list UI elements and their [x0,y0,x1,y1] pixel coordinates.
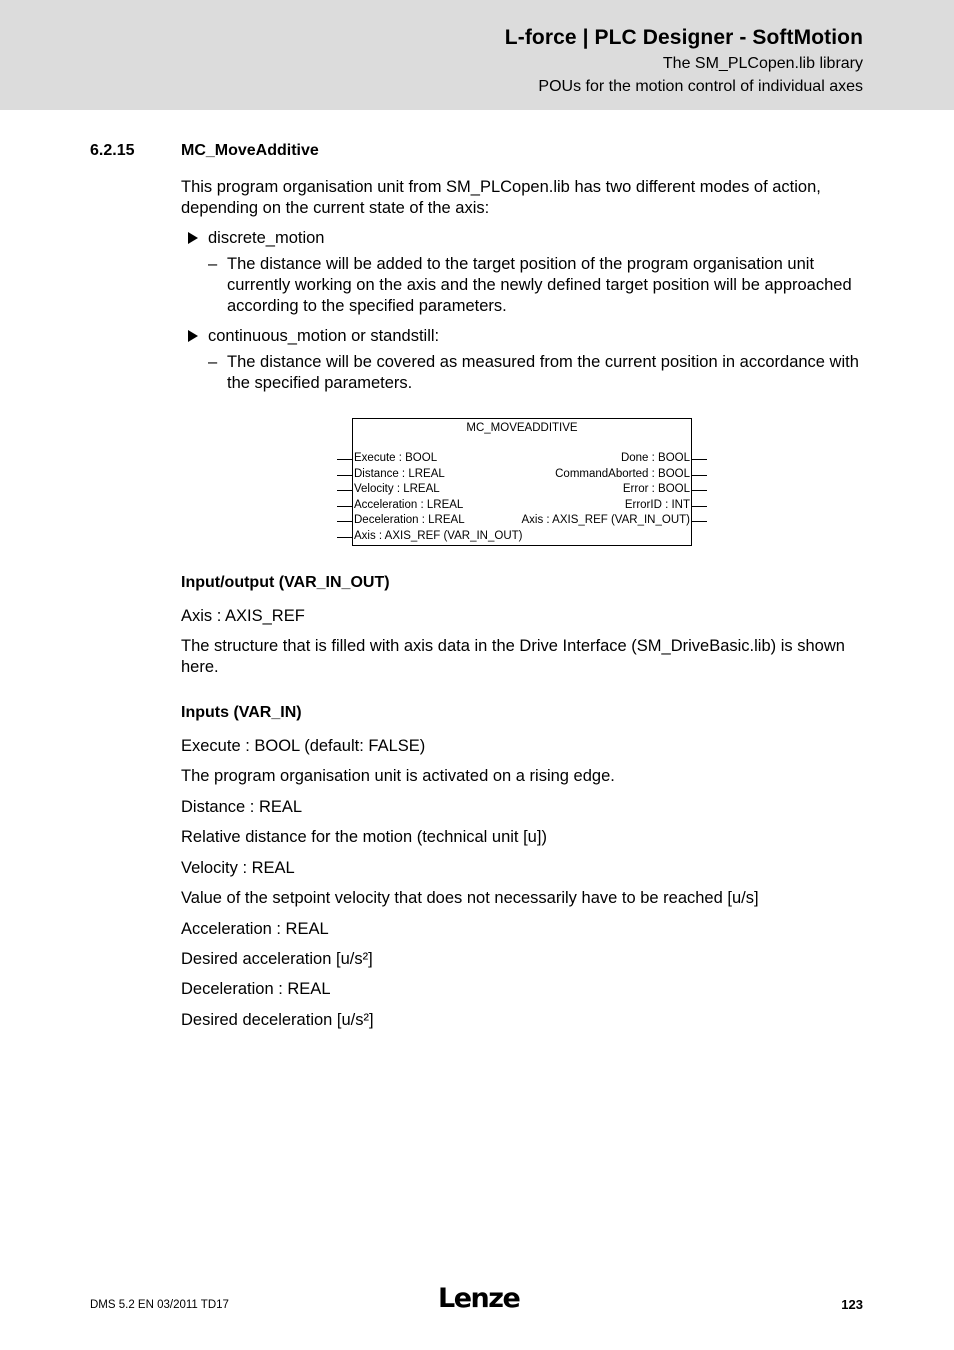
header-subtitle-pous: POUs for the motion control of individual axes [538,78,863,95]
bullet-label: discrete_motion [208,229,325,247]
input-description: Value of the setpoint velocity that does not necessarily have to be reached [u/s] [181,889,759,907]
input-wire [337,475,352,476]
bullet-discrete-motion [188,228,324,249]
input-param: Deceleration : REAL [181,980,331,998]
input-wire [337,490,352,491]
fb-input-pin: Acceleration : LREAL [354,499,464,511]
fb-input-pin: Distance : LREAL [354,468,445,480]
fb-output-pin: ErrorID : INT [624,499,690,511]
section-number: 6.2.15 [90,142,135,159]
footer-doc-id: DMS 5.2 EN 03/2011 TD17 [90,1299,229,1311]
bullet-continuous-motion [188,326,439,347]
input-wire [337,459,352,460]
fb-input-pin: Deceleration : LREAL [354,514,465,526]
function-block-name: MC_MOVEADDITIVE [466,422,578,434]
output-wire [692,459,707,460]
triangle-bullet-icon [188,330,198,342]
inputs-heading: Inputs (VAR_IN) [181,704,302,721]
input-description: Desired acceleration [u/s²] [181,950,373,968]
inout-param: Axis : AXIS_REF [181,607,305,625]
dash-marker: – [208,255,218,273]
input-description: Relative distance for the motion (technical unit [u]) [181,828,547,846]
function-block-diagram [352,418,692,546]
section-title: MC_MoveAdditive [181,142,319,159]
triangle-bullet-icon [188,232,198,244]
inout-heading: Input/output (VAR_IN_OUT) [181,574,390,591]
input-param: Distance : REAL [181,798,303,816]
output-wire [692,475,707,476]
output-wire [692,521,707,522]
header-subtitle-library: The SM_PLCopen.lib library [662,55,863,72]
input-wire [337,521,352,522]
fb-output-pin: Done : BOOL [620,452,690,464]
intro-paragraph: This program organisation unit from SM_PLCopen.lib has two different modes of action, depending on the current state of the axis: [181,178,821,217]
page-header [0,0,954,110]
bullet-detail-text: The distance will be covered as measured from the current position in accordance with the specified parameters. [227,353,859,392]
fb-input-pin: Velocity : LREAL [354,483,440,495]
dash-marker: – [208,353,218,371]
input-param: Velocity : REAL [181,859,295,877]
input-wire [337,537,352,538]
input-param: Execute : BOOL (default: FALSE) [181,737,426,755]
output-wire [692,506,707,507]
fb-output-pin: CommandAborted : BOOL [555,468,690,480]
bullet-label: continuous_motion or standstill: [208,327,440,345]
page-number: 123 [841,1297,863,1312]
fb-input-pin: Axis : AXIS_REF (VAR_IN_OUT) [354,530,523,542]
lenze-logo: Lenze [438,1283,520,1314]
input-description: The program organisation unit is activated on a rising edge. [181,767,615,785]
fb-output-pin: Axis : AXIS_REF (VAR_IN_OUT) [521,514,690,526]
fb-output-pin: Error : BOOL [622,483,690,495]
input-param: Acceleration : REAL [181,920,329,938]
output-wire [692,490,707,491]
inout-description: The structure that is filled with axis data in the Drive Interface (SM_DriveBasic.lib) is shown here. [181,637,845,676]
header-title: L-force | PLC Designer - SoftMotion [504,26,863,49]
input-description: Desired deceleration [u/s²] [181,1011,374,1029]
input-wire [337,506,352,507]
bullet-detail-text: The distance will be added to the target position of the program organisation unit currently working on the axis and the newly defined target position will be approached according to the specified parameters. [227,255,852,315]
fb-input-pin: Execute : BOOL [354,452,438,464]
